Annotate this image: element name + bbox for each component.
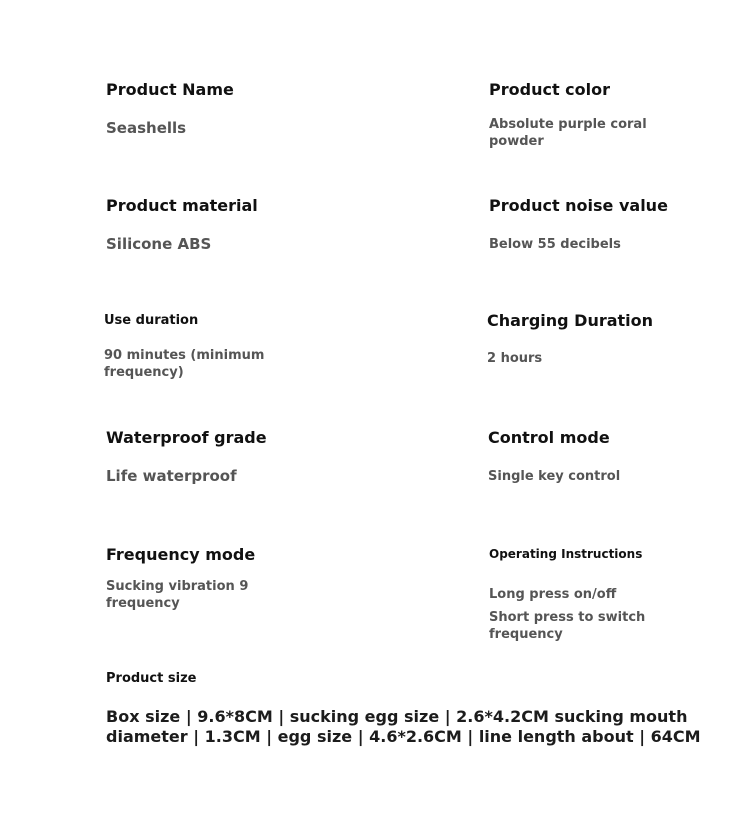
spec-use-duration: [104, 313, 274, 381]
spec-waterproof-grade: [106, 428, 267, 485]
spec-label: Control mode: [488, 428, 610, 447]
spec-label: Product Name: [106, 80, 234, 99]
spec-value: Single key control: [488, 469, 621, 484]
spec-product-color: [489, 80, 679, 150]
spec-frequency-mode: [106, 545, 276, 612]
spec-label: Operating Instructions: [489, 547, 643, 561]
spec-label: Waterproof grade: [106, 428, 267, 447]
spec-value: 90 minutes (minimum frequency): [104, 348, 265, 380]
spec-label: Use duration: [104, 313, 199, 328]
spec-value: Absolute purple coral powder: [489, 117, 647, 149]
spec-label: Product size: [106, 671, 197, 686]
spec-label: Product color: [489, 80, 610, 99]
spec-product-material: [106, 196, 258, 253]
spec-value: Life waterproof: [106, 467, 237, 485]
spec-value: 2 hours: [487, 351, 543, 366]
spec-operating-instructions: [489, 547, 669, 643]
spec-label: Charging Duration: [487, 311, 654, 330]
spec-control-mode: [488, 428, 620, 485]
spec-value-line2: Short press to switch frequency: [489, 610, 646, 642]
spec-label: Frequency mode: [106, 545, 256, 564]
spec-value: Sucking vibration 9 frequency: [106, 579, 249, 611]
spec-value: Below 55 decibels: [489, 237, 621, 252]
spec-value: Seashells: [106, 119, 187, 137]
spec-label: Product noise value: [489, 196, 668, 215]
spec-product-noise: [489, 196, 668, 253]
spec-value: Silicone ABS: [106, 235, 212, 253]
spec-value: Box size | 9.6*8CM | sucking egg size | 2.6*4.2CM sucking mouth diameter | 1.3CM | egg size | 4.6*2.6CM | line length about | 64CM: [106, 707, 701, 746]
spec-charging-duration: [487, 311, 653, 367]
spec-label: Product material: [106, 196, 258, 215]
spec-product-size: [106, 671, 706, 747]
spec-value-line1: Long press on/off: [489, 587, 617, 602]
spec-product-name: [106, 80, 234, 137]
